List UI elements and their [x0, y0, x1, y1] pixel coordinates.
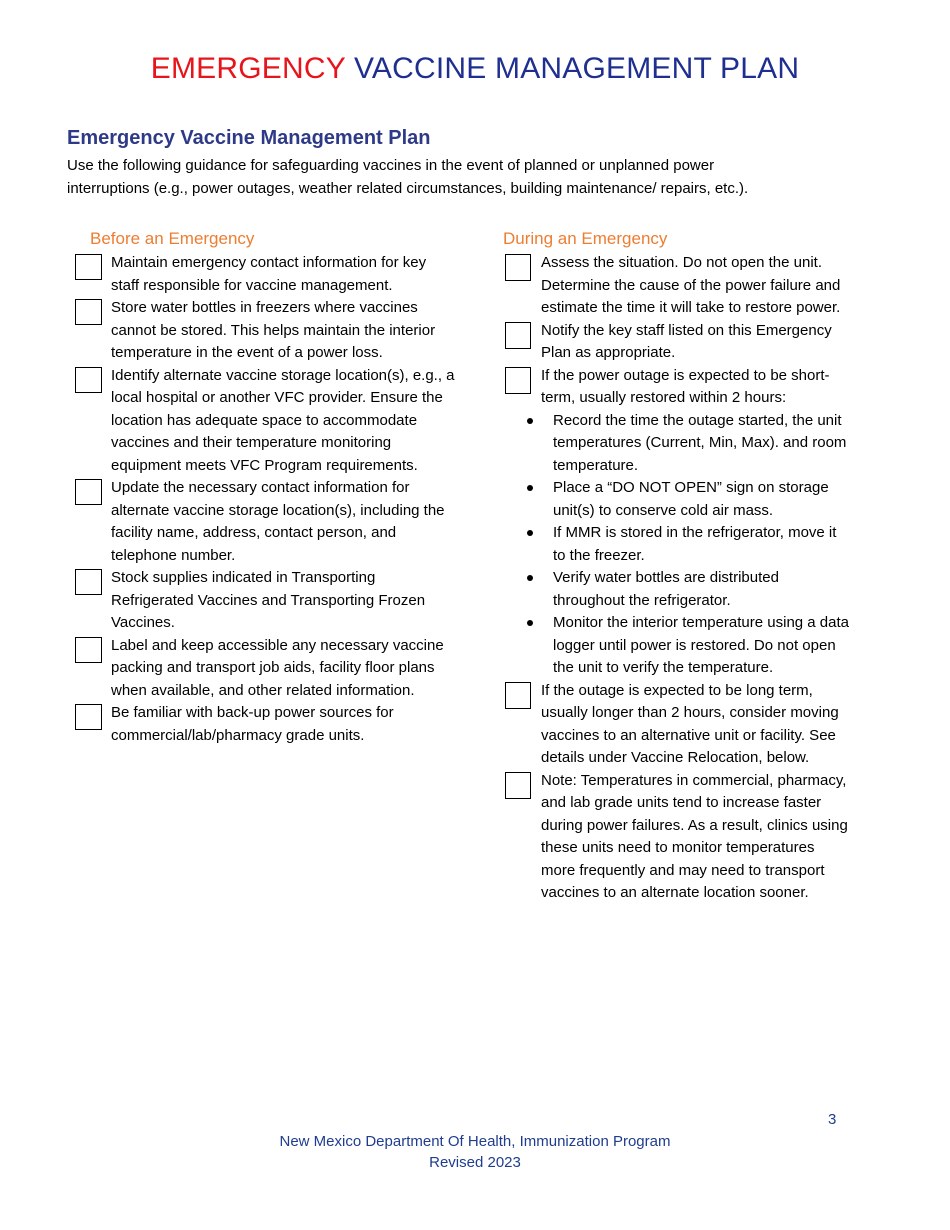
checkbox[interactable] — [505, 322, 531, 349]
checkbox[interactable] — [75, 479, 102, 505]
intro-paragraph — [67, 155, 887, 200]
checklist-item-text: Update the necessary contact information for alternate vaccine storage location(s), including the facility name, address, contact person, and telephone number. — [111, 479, 445, 564]
bullet-text: Monitor the interior temperature using a data logger until power is restored. Do not open the unit to verify the temperature. — [553, 614, 849, 676]
checkbox[interactable] — [75, 299, 102, 325]
bullet-text: Record the time the outage started, the unit temperatures (Current, Min, Max). and room temperature. — [553, 411, 847, 474]
checklist-item-text: Identify alternate vaccine storage location(s), e.g., a local hospital or another VFC provider. Ensure the location has adequate space to accommodate vaccines and their temperature monitoring equipment meets VFC Program requirements. — [111, 366, 455, 474]
bullet-icon — [527, 620, 533, 626]
intro-line: Use the following guidance for safeguarding vaccines in the event of planned or unplanned power — [67, 157, 715, 174]
checkbox[interactable] — [75, 704, 102, 730]
bullet-item — [505, 567, 850, 612]
checklist-item — [75, 252, 455, 297]
section-heading: Emergency Vaccine Management Plan — [67, 127, 431, 149]
bullet-item — [505, 612, 850, 680]
checklist-item-text: Store water bottles in freezers where vaccines cannot be stored. This helps maintain the interior temperature in the event of a power loss. — [111, 299, 436, 361]
checklist-item-text: Maintain emergency contact information for key staff responsible for vaccine management. — [111, 254, 427, 294]
checklist-item-text: Note: Temperatures in commercial, pharmacy, and lab grade units tend to increase faster during power failures. As a result, clinics using these units need to monitor temperatures more frequently and may need to transport vaccines to an alternate location sooner. — [541, 771, 848, 901]
checkbox[interactable] — [505, 772, 531, 799]
checklist-item — [505, 770, 850, 905]
checklist-item — [75, 477, 455, 567]
during-emergency-checklist — [505, 252, 850, 905]
checklist-item — [505, 252, 850, 320]
checklist-item — [505, 320, 850, 365]
checkbox[interactable] — [505, 367, 531, 394]
during-emergency-title: During an Emergency — [503, 229, 668, 248]
footer-organization: New Mexico Department Of Health, Immunization Program — [279, 1133, 671, 1150]
document-title-part1: EMERGENCY — [150, 52, 346, 85]
checklist-item-text: Label and keep accessible any necessary vaccine packing and transport job aids, facility floor plans when available, and other related information. — [111, 636, 444, 699]
intro-line: interruptions (e.g., power outages, weather related circumstances, building maintenance/ repairs, etc.). — [67, 179, 749, 197]
checklist-item-text: Assess the situation. Do not open the unit. Determine the cause of the power failure and estimate the time it will take to restore power. — [541, 254, 841, 316]
checklist-item-text: Notify the key staff listed on this Emergency Plan as appropriate. — [541, 321, 832, 361]
checklist-item-text: Stock supplies indicated in Transporting Refrigerated Vaccines and Transporting Frozen Vaccines. — [111, 569, 426, 631]
short-term-outage-steps — [505, 410, 850, 680]
page-number: 3 — [828, 1111, 837, 1128]
bullet-text: Verify water bottles are distributed throughout the refrigerator. — [553, 569, 779, 609]
bullet-icon — [527, 530, 533, 536]
checklist-item — [75, 365, 455, 478]
bullet-text: Place a “DO NOT OPEN” sign on storage unit(s) to conserve cold air mass. — [553, 479, 829, 519]
bullet-item — [505, 477, 850, 522]
bullet-icon — [527, 485, 533, 491]
checkbox[interactable] — [505, 254, 531, 281]
footer-revision: Revised 2023 — [429, 1154, 521, 1171]
before-emergency-checklist — [75, 252, 455, 747]
bullet-icon — [527, 418, 533, 424]
checkbox[interactable] — [75, 569, 102, 595]
checklist-item — [75, 297, 455, 365]
document-title — [0, 52, 950, 86]
before-emergency-title: Before an Emergency — [90, 229, 255, 248]
bullet-item — [505, 410, 850, 478]
checklist-item-text: Be familiar with back-up power sources for commercial/lab/pharmacy grade units. — [111, 704, 394, 744]
checkbox[interactable] — [75, 254, 102, 280]
checklist-item-text: If the power outage is expected to be short-term, usually restored within 2 hours: — [541, 366, 830, 406]
checklist-item-text: If the outage is expected to be long term, usually longer than 2 hours, consider moving vaccines to an alternative unit or facility. See details under Vaccine Relocation, below. — [541, 681, 839, 766]
checklist-item — [75, 635, 455, 703]
checkbox[interactable] — [505, 682, 531, 709]
checkbox[interactable] — [75, 367, 102, 393]
checklist-item — [75, 702, 455, 747]
bullet-icon — [527, 575, 533, 581]
checklist-item — [505, 365, 850, 410]
bullet-text: If MMR is stored in the refrigerator, move it to the freezer. — [553, 524, 837, 564]
bullet-item — [505, 522, 850, 567]
checklist-item — [75, 567, 455, 635]
page-footer — [0, 1131, 950, 1173]
checklist-item — [505, 680, 850, 770]
checkbox[interactable] — [75, 637, 102, 663]
document-title-part2: VACCINE MANAGEMENT PLAN — [353, 52, 800, 85]
